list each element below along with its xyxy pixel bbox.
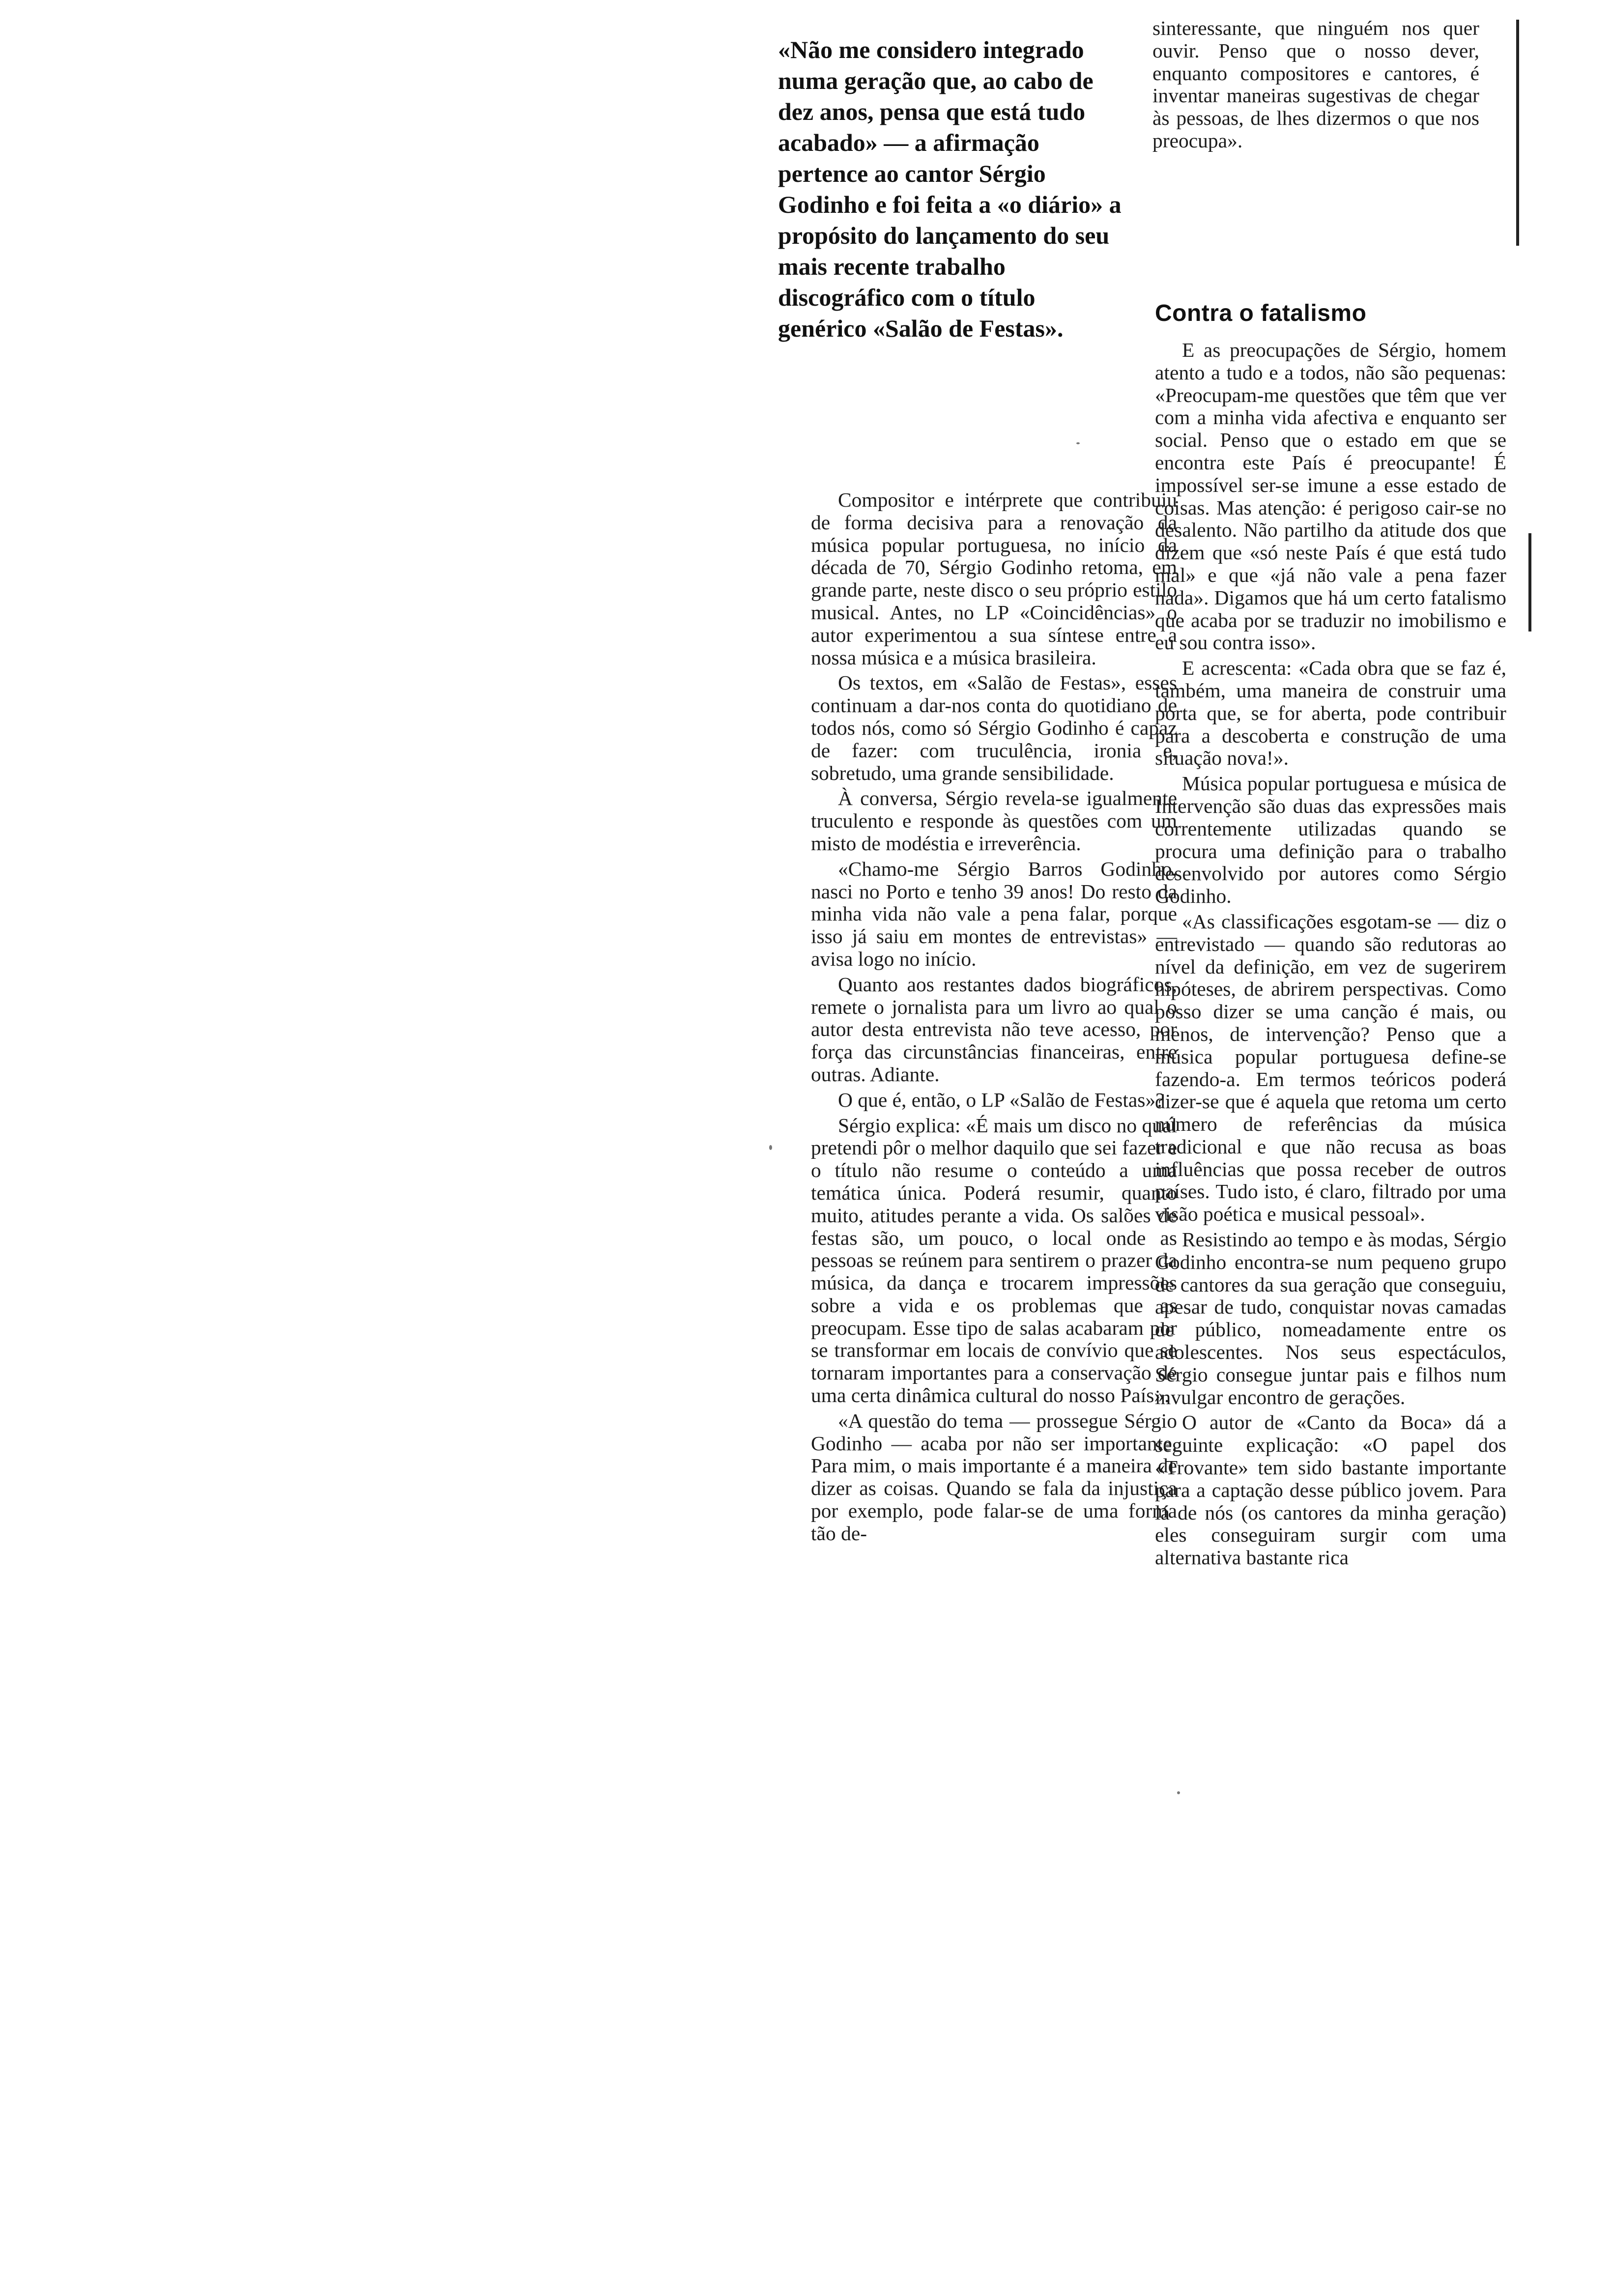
paragraph: Quanto aos restantes dados biográficos, remete o jornalista para um livro ao qual o autor desta entrevista não teve acesso, por força das circunstâncias financeiras, entre outras. Adiante. (811, 973, 1177, 1086)
article-lead: «Não me considero integrado numa geração que, ao cabo de dez anos, pensa que está tudo acabado» — a afirmação pertence ao cantor Sérgio Godinho e foi feita a «o diário» a propósito do lançamento do seu mais recente trabalho discográfico com o título genérico «Salão de Festas». (778, 36, 1122, 342)
paragraph: Música popular portuguesa e música de Intervenção são duas das expressões mais correntemente utilizadas quando se procura uma definição para o trabalho desenvolvido por autores como Sérgio Godinho. (1155, 772, 1506, 908)
paragraph: Sérgio explica: «É mais um disco no qual pretendi pôr o melhor daquilo que sei fazer e o título não resume o conteúdo a uma temática única. Poderá resumir, quanto muito, atitudes perante a vida. Os salões de festas são, um pouco, o local onde as pessoas se reúnem para sentirem o prazer da música, da dança e trocarem impressões sobre a vida e os problemas que as preocupam. Esse tipo de salas acabaram por se transformar em locais de convívio que se tornaram importantes para a conservação de uma certa dinâmica cultural do nosso País». (811, 1114, 1177, 1407)
column-edge-mark (1528, 533, 1531, 631)
paragraph: E as preocupações de Sérgio, homem atento a tudo e a todos, não são pequenas: «Preocupam-me questões que têm que ver com a minha vida afectiva e enquanto ser social. Penso que o estado em que se encontra este País é preocupante! É impossível ser-se imune a esse estado de coisas. Mas atenção: é perigoso cair-se no desalento. Não partilho da atitude dos que dizem que «só neste País é que está tudo mal» e que «já não vale a pena fazer nada». Digamos que há um certo fatalismo que acaba por se traduzir no imobilismo e eu sou contra isso». (1155, 339, 1506, 654)
print-speck (769, 1145, 772, 1150)
paragraph: E acrescenta: «Cada obra que se faz é, também, uma maneira de construir uma porta que, se for aberta, pode contribuir para a descoberta e construção de uma situação nova!». (1155, 657, 1506, 770)
paragraph: «As classificações esgotam-se — diz o entrevistado — quando são redutoras ao nível da definição, em vez de sugerirem hipóteses, de abrirem perspectivas. Como posso dizer se uma canção é mais, ou menos, de intervenção? Penso que a música popular portuguesa define-se fazendo-a. Em termos teóricos poderá dizer-se que é aquela que retoma um certo número de referências da música tradicional e que não recusa as boas influências que possa receber de outros países. Tudo isto, é claro, filtrado por uma visão poética e musical pessoal». (1155, 910, 1506, 1226)
paragraph: Os textos, em «Salão de Festas», esses continuam a dar-nos conta do quotidiano de todos nós, como só Sérgio Godinho é capaz de fazer: com truculência, ironia e, sobretudo, uma grande sensibilidade. (811, 671, 1177, 784)
paragraph: À conversa, Sérgio revela-se igualmente truculento e responde às questões com um misto de modéstia e irreverência. (811, 787, 1177, 855)
paragraph: «Chamo-me Sérgio Barros Godinho, nasci no Porto e tenho 39 anos! Do resto da minha vida não vale a pena falar, porque isso já saiu em montes de entrevistas» — avisa logo no início. (811, 857, 1177, 970)
left-column (811, 489, 1177, 1548)
column-edge-mark (1516, 20, 1519, 246)
paragraph: O que é, então, o LP «Salão de Festas»? (838, 1088, 1165, 1111)
paragraph: «A questão do tema — prossegue Sérgio Godinho — acaba por não ser importante. Para mim, o mais importante é a maneira de dizer as coisas. Quando se fala da injustiça por exemplo, pode falar-se de uma forma tão de- (811, 1409, 1177, 1545)
paragraph: sinteressante, que ninguém nos quer ouvir. Penso que o nosso dever, enquanto compositores e cantores, é inventar maneiras sugestivas de chegar às pessoas, de lhes dizermos o que nos preocupa». (1152, 17, 1479, 152)
paragraph: Compositor e intérprete que contribuiu de forma decisiva para a renovação da música popular portuguesa, no início da década de 70, Sérgio Godinho retoma, em grande parte, neste disco o seu próprio estilo musical. Antes, no LP «Coincidências» o autor experimentou a sua síntese entre a nossa música e a música brasileira. (811, 488, 1177, 669)
print-speck (1076, 442, 1080, 444)
right-column-continuation (1152, 17, 1479, 155)
right-column (1155, 300, 1506, 1572)
section-subhead: Contra o fatalismo (1155, 300, 1367, 326)
paragraph: O autor de «Canto da Boca» dá a seguinte explicação: «O papel dos «Trovante» tem sido bastante importante para a captação desse público jovem. Para lá de nós (os cantores da minha geração) eles conseguiram surgir com uma alternativa bastante rica (1155, 1411, 1506, 1569)
paragraph: Resistindo ao tempo e às modas, Sérgio Godinho encontra-se num pequeno grupo de cantores da sua geração que conseguiu, apesar de tudo, conquistar novas camadas de público, nomeadamente entre os adolescentes. Nos seus espectáculos, Sérgio consegue juntar pais e filhos num invulgar encontro de gerações. (1155, 1228, 1506, 1408)
print-speck (1177, 1791, 1180, 1794)
